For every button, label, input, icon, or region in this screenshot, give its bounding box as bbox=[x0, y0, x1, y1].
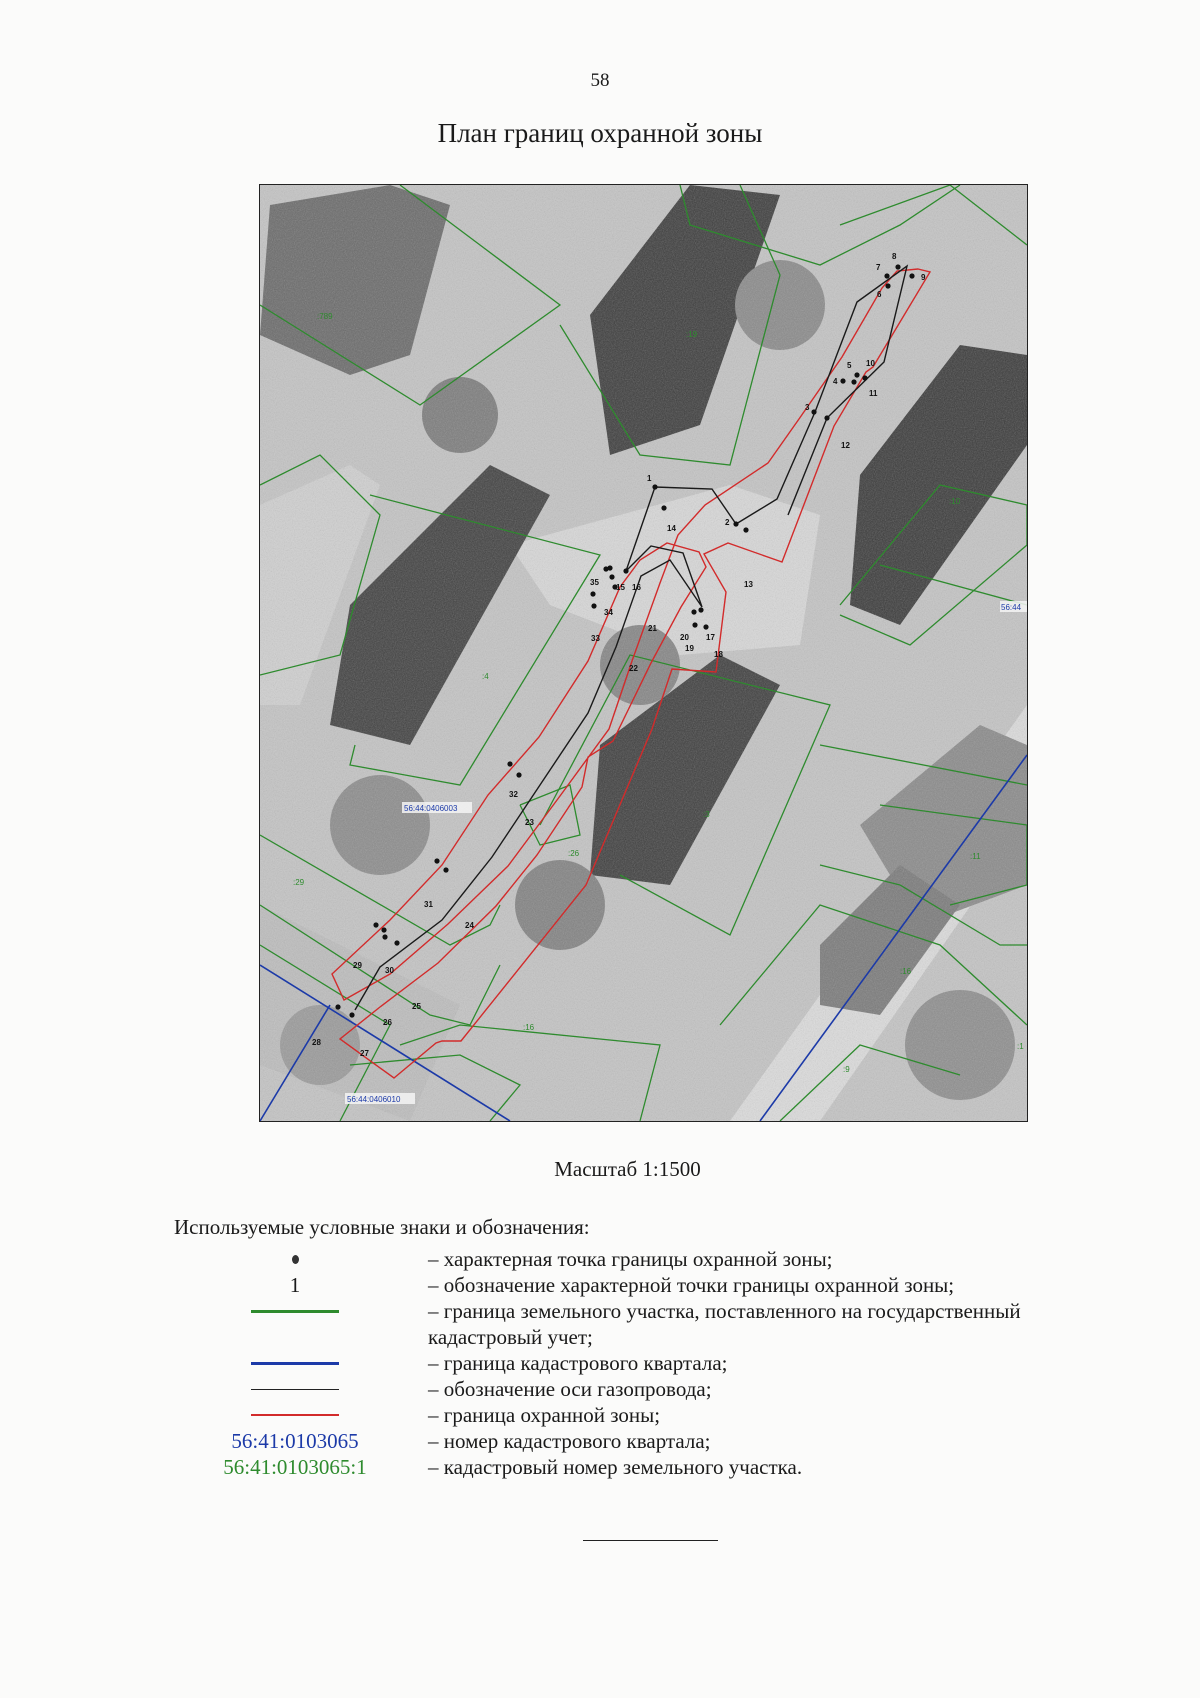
point-label: 27 bbox=[360, 1049, 369, 1058]
map-scale: Масштаб 1:1500 bbox=[554, 1157, 701, 1181]
axis-line-icon bbox=[251, 1389, 339, 1390]
legend-item bbox=[180, 1298, 1120, 1350]
legend-description: – кадастровый номер земельного участка. bbox=[428, 1455, 803, 1479]
point-label: 22 bbox=[629, 664, 638, 673]
point-label: 8 bbox=[892, 252, 897, 261]
parcel-label: :9 bbox=[843, 1065, 850, 1074]
end-divider bbox=[583, 1540, 718, 1541]
legend-symbol-text: 1 bbox=[289, 1273, 301, 1297]
point-label: 34 bbox=[604, 608, 613, 617]
page-title: План границ охранной зоны bbox=[437, 118, 763, 148]
point-label: 28 bbox=[312, 1038, 321, 1047]
point-label: 11 bbox=[869, 389, 878, 398]
point-label: 10 bbox=[866, 359, 875, 368]
parcel-line-icon bbox=[251, 1310, 339, 1313]
point-label: 24 bbox=[465, 921, 474, 930]
legend-description: – граница земельного участка, поставленного на государственный кадастровый учет; bbox=[428, 1299, 1021, 1349]
parcel-label: :1 bbox=[1017, 1042, 1024, 1051]
legend-description: – граница охранной зоны; bbox=[428, 1403, 661, 1427]
point-label: 2 bbox=[725, 518, 730, 527]
legend-item bbox=[180, 1350, 1120, 1376]
point-label: 14 bbox=[667, 524, 676, 533]
point-label: 1 bbox=[647, 474, 652, 483]
point-label: 26 bbox=[383, 1018, 392, 1027]
parcel-label: :19 bbox=[686, 330, 698, 339]
parcel-label: :26 bbox=[568, 849, 580, 858]
point-label: 30 bbox=[385, 966, 394, 975]
quarter-label: 56:44:0406010 bbox=[347, 1095, 401, 1104]
legend-title: Используемые условные знаки и обозначения: bbox=[174, 1215, 590, 1239]
quarter-line-icon bbox=[251, 1362, 339, 1365]
parcel-label: :29 bbox=[293, 878, 305, 887]
quarter-label: 56:44 bbox=[1001, 603, 1022, 612]
legend-item bbox=[180, 1454, 1120, 1480]
parcel-label: :10 bbox=[949, 497, 961, 506]
point-label: 4 bbox=[833, 377, 838, 386]
legend-symbol-text: 56:41:0103065 bbox=[231, 1429, 359, 1453]
point-label: 33 bbox=[591, 634, 600, 643]
point-label: 16 bbox=[632, 583, 641, 592]
legend-symbol-text: 56:41:0103065:1 bbox=[223, 1455, 367, 1479]
aerial-photo bbox=[260, 185, 1027, 1121]
point-label: 18 bbox=[714, 650, 723, 659]
legend-description: – граница кадастрового квартала; bbox=[428, 1351, 728, 1375]
point-label: 19 bbox=[685, 644, 694, 653]
legend-item bbox=[180, 1402, 1120, 1428]
point-label: 20 bbox=[680, 633, 689, 642]
quarter-label: 56:44:0406003 bbox=[404, 804, 458, 813]
legend bbox=[180, 1246, 1120, 1480]
point-label: 7 bbox=[876, 263, 881, 272]
page-number: 58 bbox=[590, 70, 610, 91]
parcel-label: :11 bbox=[970, 852, 981, 861]
parcel-label: :16 bbox=[900, 967, 912, 976]
protection-zone-map bbox=[259, 184, 1028, 1122]
point-dot-icon bbox=[292, 1255, 299, 1264]
legend-description: – обозначение характерной точки границы охранной зоны; bbox=[428, 1273, 955, 1297]
parcel-label: :16 bbox=[523, 1023, 535, 1032]
point-label: 23 bbox=[525, 818, 534, 827]
parcel-label: :3 bbox=[703, 810, 710, 819]
point-label: 25 bbox=[412, 1002, 421, 1011]
parcel-label: :4 bbox=[482, 672, 489, 681]
legend-item bbox=[180, 1246, 1120, 1272]
point-label: 5 bbox=[847, 361, 852, 370]
point-label: 21 bbox=[648, 624, 657, 633]
legend-item bbox=[180, 1376, 1120, 1402]
point-label: 32 bbox=[509, 790, 518, 799]
point-label: 13 bbox=[744, 580, 753, 589]
point-label: 17 bbox=[706, 633, 715, 642]
zone-line-icon bbox=[251, 1414, 339, 1416]
parcel-label: :789 bbox=[317, 312, 333, 321]
point-label: 31 bbox=[424, 900, 433, 909]
legend-description: – характерная точка границы охранной зоны; bbox=[428, 1247, 833, 1271]
point-label: 35 bbox=[590, 578, 599, 587]
legend-description: – обозначение оси газопровода; bbox=[428, 1377, 712, 1401]
point-label: 3 bbox=[805, 403, 810, 412]
legend-item bbox=[180, 1428, 1120, 1454]
legend-item bbox=[180, 1272, 1120, 1298]
legend-description: – номер кадастрового квартала; bbox=[428, 1429, 711, 1453]
point-label: 15 bbox=[616, 583, 625, 592]
point-label: 6 bbox=[877, 290, 882, 299]
point-label: 9 bbox=[921, 273, 926, 282]
point-label: 29 bbox=[353, 961, 362, 970]
point-label: 12 bbox=[841, 441, 850, 450]
